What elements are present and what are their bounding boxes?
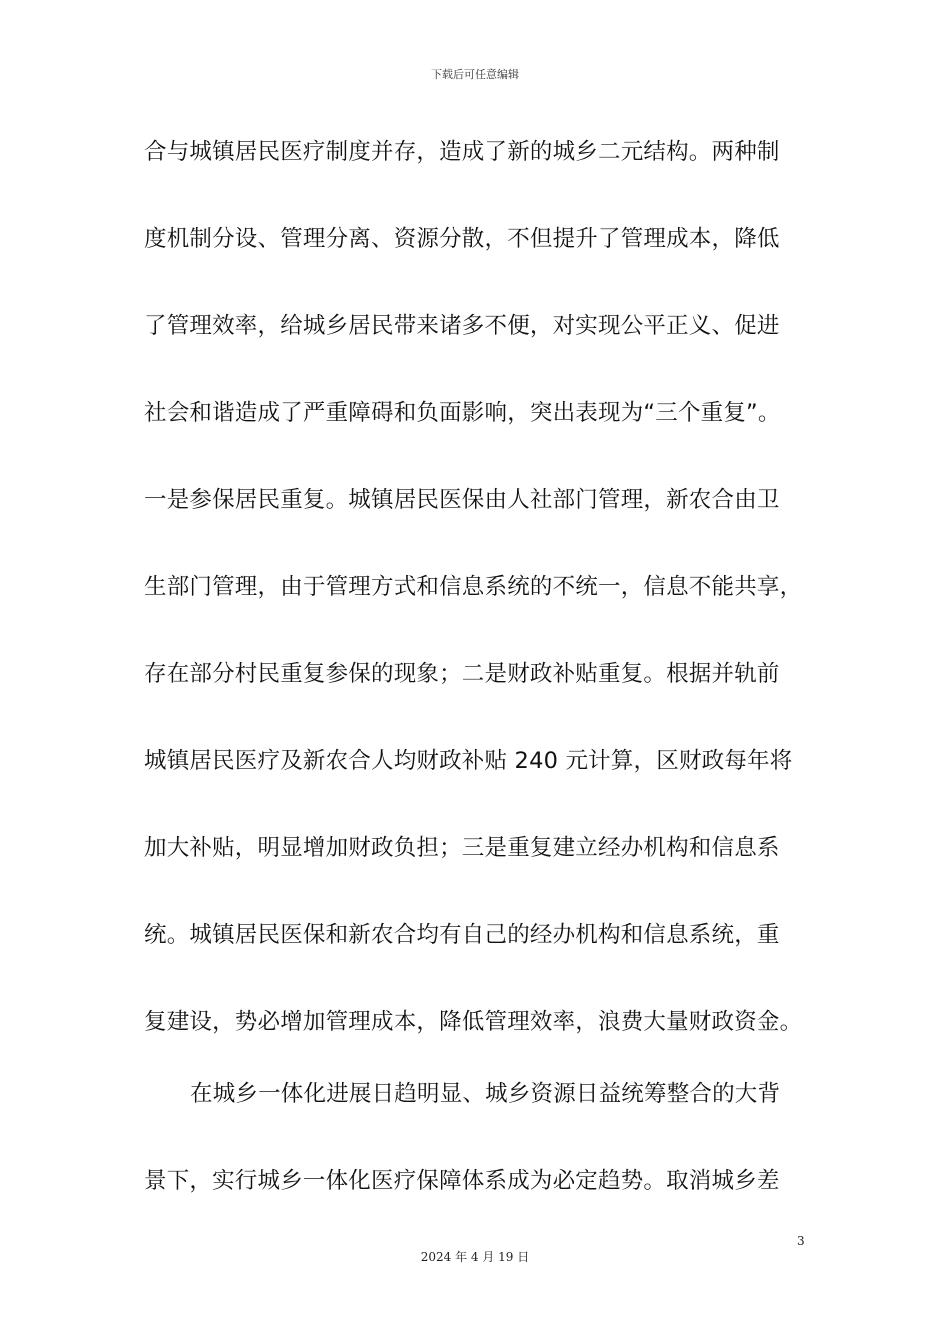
paragraph-line: 一是参保居民重复。城镇居民医保由人社部门管理，新农合由卫 <box>144 487 780 513</box>
paragraph-line: 统。城镇居民医保和新农合均有自己的经办机构和信息系统，重 <box>144 922 780 948</box>
paragraph-line: 合与城镇居民医疗制度并存，造成了新的城乡二元结构。两种制 <box>144 139 780 165</box>
paragraph-line: 存在部分村民重复参保的现象；二是财政补贴重复。根据并轨前 <box>144 661 780 687</box>
paragraph-line: 度机制分设、管理分离、资源分散，不但提升了管理成本，降低 <box>144 226 780 252</box>
paragraph-line: 在城乡一体化进展日趋明显、城乡资源日益统筹整合的大背 <box>190 1081 781 1107</box>
page-header: 下载后可任意编辑 <box>431 68 519 81</box>
paragraph-line: 了管理效率，给城乡居民带来诸多不便，对实现公平正义、促进 <box>144 313 780 339</box>
paragraph-line: 城镇居民医疗及新农合人均财政补贴 240 元计算，区财政每年将 <box>144 748 793 774</box>
paragraph-line: 景下，实行城乡一体化医疗保障体系成为必定趋势。取消城乡差 <box>144 1168 780 1194</box>
paragraph-line: 生部门管理，由于管理方式和信息系统的不统一，信息不能共享， <box>144 574 803 600</box>
paragraph-line: 加大补贴，明显增加财政负担；三是重复建立经办机构和信息系 <box>144 835 780 861</box>
page-number: 3 <box>797 1234 805 1248</box>
paragraph-line: 社会和谐造成了严重障碍和负面影响，突出表现为“三个重复”。 <box>144 400 781 426</box>
footer-date: 2024 年 4 月 19 日 <box>420 1250 530 1264</box>
paragraph-line: 复建设，势必增加管理成本，降低管理效率，浪费大量财政资金。 <box>144 1009 803 1035</box>
